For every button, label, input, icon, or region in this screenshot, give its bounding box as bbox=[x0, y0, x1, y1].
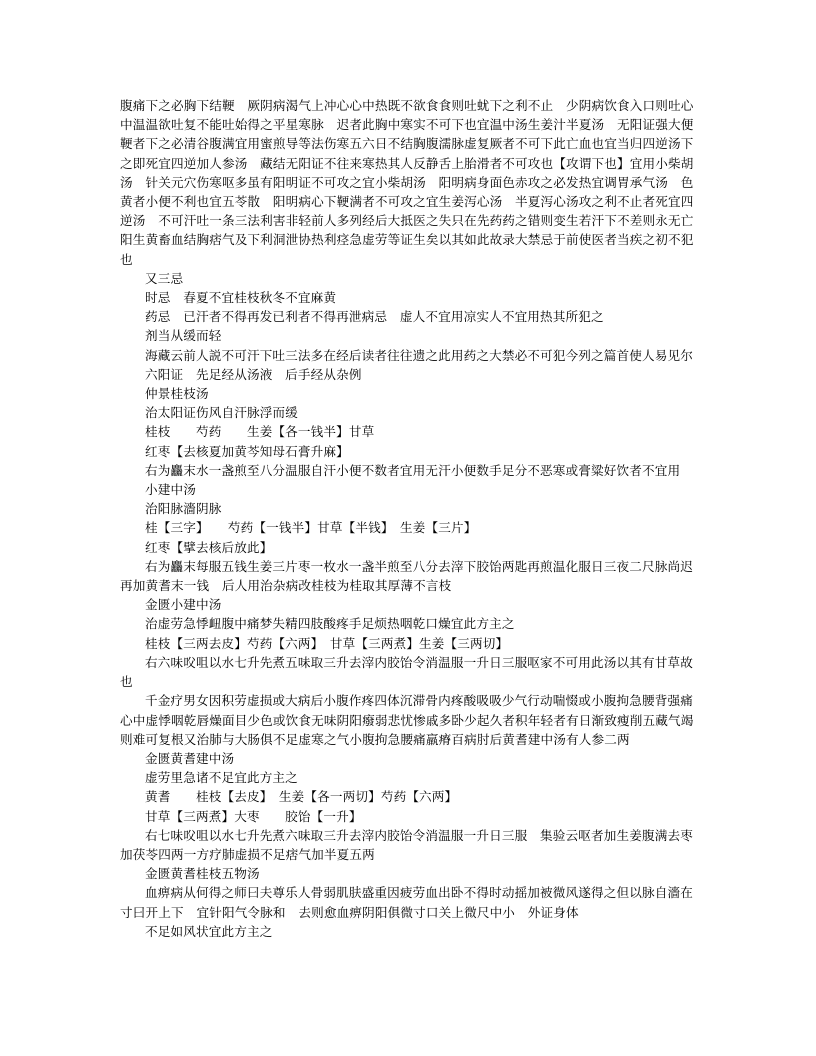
ingredient-line: 红枣【去核夏加黄芩知母石膏升麻】 bbox=[145, 443, 349, 459]
indication-line: 治太阳证伤风自汗脉浮而缓 bbox=[145, 405, 298, 421]
ingredient-line: 黄耆 桂枝【去皮】 生姜【各一两切】芍药【六两】 bbox=[145, 789, 458, 805]
paragraph: 六阳证 先足经从汤液 后手经从杂例 bbox=[145, 366, 362, 382]
paragraph: 千金疗男女因积劳虚损或大病后小腹作疼四体沉滞骨内疼酸吸吸少气行动喘惙或小腹拘急腰背强痛心中虚悸咽乾唇燥面目少色或饮食无味阴阳癈弱悲忧惨戚多卧少起久者积年轻者有日渐致瘦削五藏气竭则难可复根又治肺与大肠俱不足虚寒之气小腹拘急腰痛羸瘠百病肘后黄耆建中汤有人参二两 bbox=[120, 693, 694, 747]
paragraph: 不足如风状宜此方主之 bbox=[145, 923, 273, 939]
recipe-title: 小建中汤 bbox=[145, 482, 196, 498]
paragraph: 右七味㕮咀以水七升先煮六味取三升去滓内胶饴令消温服一升日三服 集验云呕者加生姜腹满去枣加茯苓四两一方疗肺虚损不足痞气加半夏五两 bbox=[120, 827, 693, 862]
recipe-title: 仲景桂枝汤 bbox=[145, 386, 209, 402]
paragraph: 药忌 已汗者不得再发已利者不得再泄病忌 虚人不宜用凉实人不宜用热其所犯之 bbox=[145, 309, 604, 325]
recipe-title: 金匮黄耆建中汤 bbox=[145, 750, 235, 766]
ingredient-line: 桂枝【三两去皮】芍药【六两】 甘草【三两煮】生姜【三两切】 bbox=[145, 635, 509, 651]
paragraph: 时忌 春夏不宜桂枝秋冬不宜麻黄 bbox=[145, 290, 337, 306]
paragraph: 右为麤末水一盏煎至八分温服自汗小便不数者宜用无汗小便数手足分不恶寒或膏粱好饮者不宜用 bbox=[145, 462, 681, 478]
paragraph: 血痹病从何得之师曰夫尊乐人骨弱肌肤盛重因疲劳血出卧不得时动摇加被微风遂得之但以脉自濇在寸曰开上下 宜针阳气令脉和 去则愈血痹阴阳俱微寸口关上微尺中小 外证身体 bbox=[120, 885, 693, 920]
indication-line: 治阳脉濇阴脉 bbox=[145, 501, 222, 517]
recipe-title: 金匮黄耆桂枝五物汤 bbox=[145, 866, 260, 882]
document-body bbox=[120, 96, 697, 941]
paragraph: 腹痛下之必胸下结鞕 厥阴病渴气上冲心心中热既不欲食食则吐蚘下之利不止 少阴病饮食入口则吐心中温温欲吐复不能吐始得之平星寒脉 迟者此胸中寒实不可下也宜温中汤生姜汁半夏汤 无阳证强大便鞕者下之必清谷腹满宜用蜜煎导等法伤寒五六日不结胸腹濡脉虚复厥者不可下此亡血也宜当归四逆汤下之即死宜四逆加人参汤 藏结无阳证不往来寒热其人反静舌上胎滑者不可攻也【攻谓下也】宜用小柴胡汤 针关元穴伤寒呕多虽有阳明证不可攻之宜小柴胡汤 阳明病身面色赤攻之必发热宜调胃承气汤 色黄者小便不利也宜五苓散 阳明病心下鞕满者不可攻之宜生姜泻心汤 半夏泻心汤攻之利不止者死宜四逆汤 不可汗吐一条三法利害非轻前人多列经后大抵医之失只在先药药之错则变生若汗下不差则永无亡阳生黄畜血结胸痞气及下利洞泄协热利痉急虚劳等证生矣以其如此故录大禁忌于前使医者当疾之初不犯也 bbox=[120, 98, 694, 267]
paragraph: 剂当从缓而轻 bbox=[145, 328, 222, 344]
section-heading: 又三忌 bbox=[145, 270, 184, 286]
indication-line: 治虚劳急悸衄腹中痛梦失精四肢酸疼手足烦热咽乾口燥宜此方主之 bbox=[145, 616, 515, 632]
ingredient-line: 桂【三字】 芍药【一钱半】甘草【半钱】 生姜【三片】 bbox=[145, 520, 477, 536]
paragraph: 右为麤末每服五钱生姜三片枣一枚水一盏半煎至八分去滓下胶饴两匙再煎温化服日三夜二尺脉尚迟再加黄耆末一钱 后人用治杂病改桂枝为桂取其厚薄不言枝 bbox=[120, 558, 693, 594]
ingredient-line: 红枣【擘去核后放此】 bbox=[145, 539, 273, 555]
recipe-title: 金匮小建中汤 bbox=[145, 597, 222, 613]
ingredient-line: 桂枝 芍药 生姜【各一钱半】甘草 bbox=[145, 424, 375, 440]
paragraph: 右六味㕮咀以水七升先煮五味取三升去滓内胶饴令消温服一升日三服呕家不可用此汤以其有甘草故也 bbox=[120, 654, 693, 690]
ingredient-line: 甘草【三两煮】大枣 胶饴【一升】 bbox=[145, 808, 362, 824]
indication-line: 虚劳里急诸不足宜此方主之 bbox=[145, 770, 298, 786]
paragraph: 海藏云前人説不可汗下吐三法多在经后读者往往遗之此用药之大禁必不可犯今列之篇首使人易见尔 bbox=[145, 347, 693, 363]
